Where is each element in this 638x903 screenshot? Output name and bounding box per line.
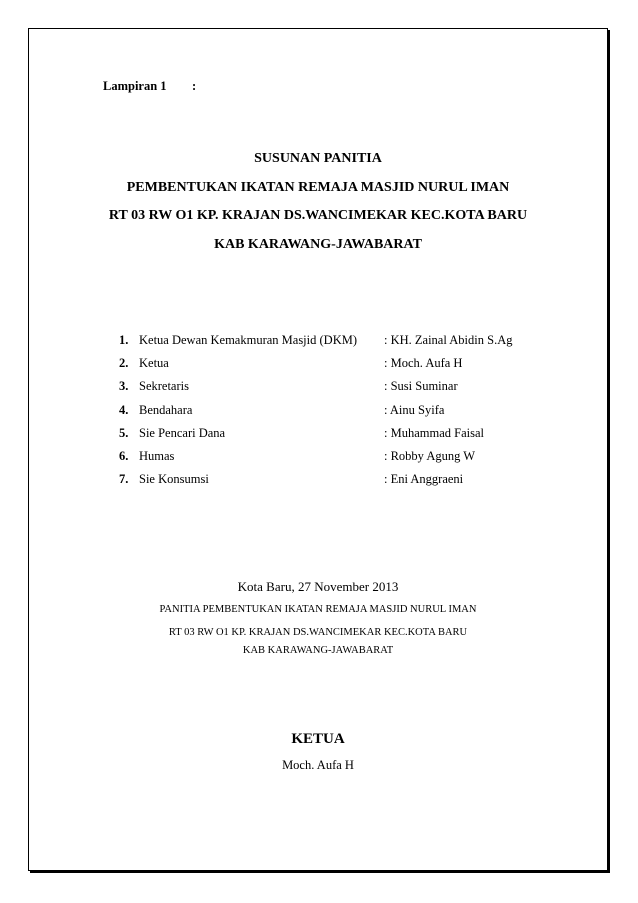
signature-org-line-2: RT 03 RW O1 KP. KRAJAN DS.WANCIMEKAR KEC.KOTA BARU bbox=[168, 627, 468, 638]
row-number: 4. bbox=[119, 402, 129, 417]
row-name: : Susi Suminar bbox=[384, 379, 458, 394]
row-number: 6. bbox=[119, 448, 129, 463]
signature-org-line-3: KAB KARAWANG-JAWABARAT bbox=[242, 645, 394, 656]
committee-row bbox=[119, 356, 559, 379]
signature-name: Moch. Aufa H bbox=[282, 758, 354, 772]
row-name: : KH. Zainal Abidin S.Ag bbox=[384, 333, 513, 347]
attachment-text: Lampiran 1 bbox=[103, 79, 167, 93]
signature-date: Kota Baru, 27 November 2013 bbox=[237, 579, 399, 594]
row-role: Bendahara bbox=[139, 402, 193, 417]
row-number: 2. bbox=[119, 356, 129, 371]
row-role: Humas bbox=[139, 448, 175, 463]
row-number: 5. bbox=[119, 425, 129, 440]
signature-position: KETUA bbox=[291, 731, 345, 747]
committee-row bbox=[119, 379, 559, 402]
title-line-3: RT 03 RW O1 KP. KRAJAN DS.WANCIMEKAR KEC.KOTA BARU bbox=[108, 208, 528, 223]
row-name: : Robby Agung W bbox=[384, 448, 476, 463]
committee-row bbox=[119, 333, 559, 356]
row-number: 1. bbox=[119, 333, 129, 347]
row-name: : Moch. Aufa H bbox=[384, 356, 463, 371]
row-number: 7. bbox=[119, 472, 129, 487]
attachment-colon: : bbox=[192, 79, 197, 93]
title-line-2: PEMBENTUKAN IKATAN REMAJA MASJID NURUL IMAN bbox=[126, 180, 510, 195]
row-role: Ketua Dewan Kemakmuran Masjid (DKM) bbox=[139, 333, 357, 347]
signature-org-line-1: PANITIA PEMBENTUKAN IKATAN REMAJA MASJID NURUL IMAN bbox=[159, 604, 477, 615]
row-name: : Ainu Syifa bbox=[384, 402, 445, 417]
committee-row bbox=[119, 403, 559, 426]
committee-row bbox=[119, 426, 559, 449]
row-role: Sie Pencari Dana bbox=[139, 425, 226, 440]
document-title: SUSUNAN PANITIA bbox=[254, 151, 382, 166]
row-number: 3. bbox=[119, 379, 129, 394]
row-role: Ketua bbox=[139, 356, 169, 371]
row-name: : Eni Anggraeni bbox=[384, 472, 464, 487]
row-name: : Muhammad Faisal bbox=[384, 425, 484, 440]
title-line-4: KAB KARAWANG-JAWABARAT bbox=[214, 237, 422, 252]
committee-list bbox=[119, 333, 559, 495]
committee-row bbox=[119, 472, 559, 495]
row-role: Sie Konsumsi bbox=[139, 472, 209, 487]
committee-row bbox=[119, 449, 559, 472]
row-role: Sekretaris bbox=[139, 379, 189, 394]
attachment-label bbox=[103, 79, 197, 94]
